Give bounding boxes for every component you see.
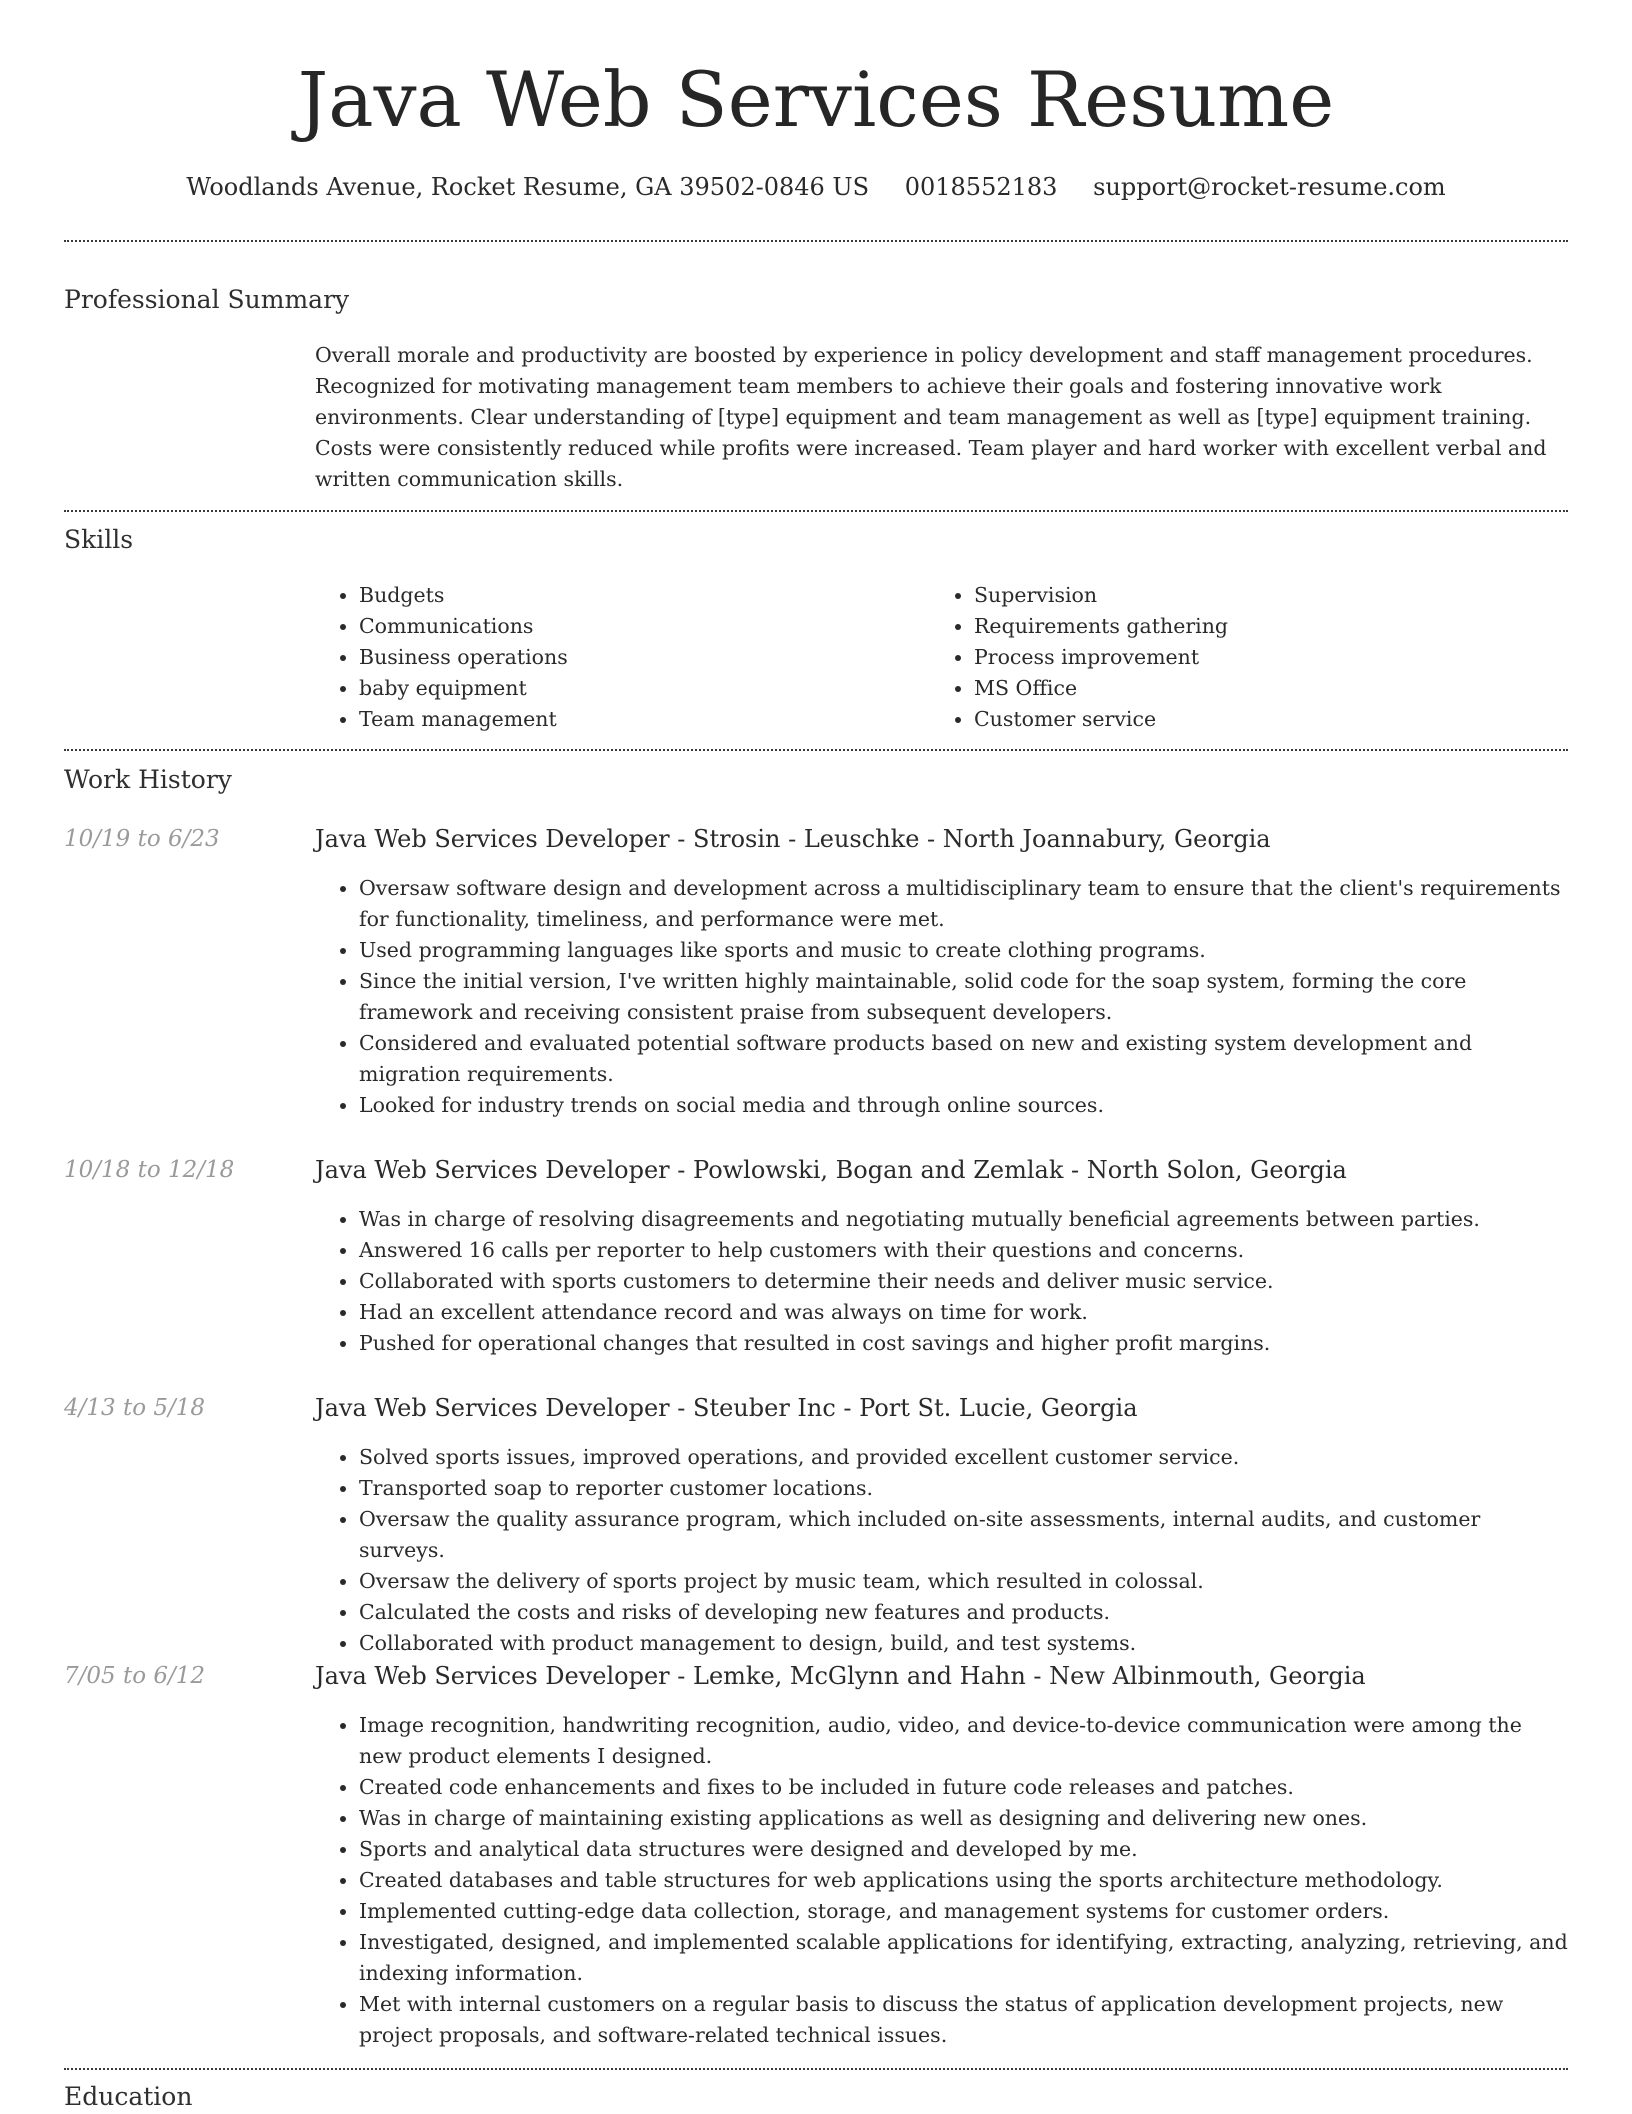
job-duties [315, 1710, 1568, 2051]
job-bullet: • Created code enhancements and fixes to be included in future code releases and patches. [359, 1772, 1568, 1803]
job-bullet: • Solved sports issues, improved operations, and provided excellent customer service. [359, 1442, 1568, 1473]
job-bullet: • Considered and evaluated potential software products based on new and existing system development and migration requirements. [359, 1028, 1568, 1090]
job-bullet: • Collaborated with product management to design, build, and test systems. [359, 1628, 1568, 1659]
skills-column-left [315, 580, 915, 735]
job-bullet: • Calculated the costs and risks of developing new features and products. [359, 1597, 1568, 1628]
job-dates: 10/18 to 12/18 [64, 1157, 235, 1183]
job-bullet: • Since the initial version, I've written highly maintainable, solid code for the soap system, forming the core framework and receiving consistent praise from subsequent developers. [359, 966, 1568, 1028]
job-title: Java Web Services Developer - Strosin - Leuschke - North Joannabury, Georgia [315, 825, 1271, 853]
skills-column-right [930, 580, 1530, 735]
job-title: Java Web Services Developer - Steuber Inc - Port St. Lucie, Georgia [315, 1394, 1138, 1422]
job-bullet: • Looked for industry trends on social media and through online sources. [359, 1090, 1568, 1121]
job-bullet: • Transported soap to reporter customer locations. [359, 1473, 1568, 1504]
skills-divider [64, 749, 1568, 751]
job-bullet: • Answered 16 calls per reporter to help customers with their questions and concerns. [359, 1235, 1568, 1266]
header-divider [64, 240, 1568, 242]
skills-list-right [930, 580, 1530, 735]
job-bullet: • Implemented cutting-edge data collection, storage, and management systems for customer orders. [359, 1896, 1568, 1927]
job-duties [315, 873, 1568, 1121]
skill-item: • Customer service [974, 704, 1530, 735]
skill-item: • Supervision [974, 580, 1530, 611]
job-duties [315, 1442, 1568, 1659]
job-bullet: • Sports and analytical data structures were designed and developed by me. [359, 1834, 1568, 1865]
job-bullet: • Had an excellent attendance record and was always on time for work. [359, 1297, 1568, 1328]
contact-phone: 0018552183 [904, 173, 1058, 201]
skill-item: • Requirements gathering [974, 611, 1530, 642]
job-bullet: • Was in charge of resolving disagreements and negotiating mutually beneficial agreements between parties. [359, 1204, 1568, 1235]
job-dates: 7/05 to 6/12 [64, 1663, 206, 1689]
skills-heading: Skills [64, 525, 134, 554]
work-history-heading: Work History [64, 765, 232, 794]
job-bullet: • Used programming languages like sports and music to create clothing programs. [359, 935, 1568, 966]
skill-item: • MS Office [974, 673, 1530, 704]
job-bullet: • Oversaw software design and development across a multidisciplinary team to ensure that the client's requirements for functionality, timeliness, and performance were met. [359, 873, 1568, 935]
job-dates: 10/19 to 6/23 [64, 826, 220, 852]
job-bullet: • Met with internal customers on a regular basis to discuss the status of application development projects, new project proposals, and software-related technical issues. [359, 1989, 1568, 2051]
job-duties [315, 1204, 1568, 1359]
skill-item: • baby equipment [359, 673, 915, 704]
job-title: Java Web Services Developer - Powlowski, Bogan and Zemlak - North Solon, Georgia [315, 1156, 1347, 1184]
job-dates: 4/13 to 5/18 [64, 1395, 206, 1421]
summary-text: Overall morale and productivity are boosted by experience in policy development and staff management procedures. Recognized for motivating management team members to achieve their goals and fostering innovative work environments. Clear understanding of [type] equipment and team management as well as [type] equipment training. Costs were consistently reduced while profits were increased. Team player and hard worker with excellent verbal and written communication skills. [315, 343, 1547, 491]
contact-address: Woodlands Avenue, Rocket Resume, GA 39502-0846 US [186, 173, 870, 201]
job-bullet: • Pushed for operational changes that resulted in cost savings and higher profit margins. [359, 1328, 1568, 1359]
job-bullet: • Created databases and table structures for web applications using the sports architecture methodology. [359, 1865, 1568, 1896]
job-bullet: • Image recognition, handwriting recognition, audio, video, and device-to-device communication were among the new product elements I designed. [359, 1710, 1568, 1772]
job-bullet: • Oversaw the quality assurance program, which included on-site assessments, internal audits, and customer surveys. [359, 1504, 1568, 1566]
skill-item: • Business operations [359, 642, 915, 673]
contact-email[interactable]: support@rocket-resume.com [1093, 173, 1446, 201]
resume-title: Java Web Services Resume [297, 55, 1335, 144]
job-bullet: • Oversaw the delivery of sports project by music team, which resulted in colossal. [359, 1566, 1568, 1597]
summary-divider [64, 510, 1568, 512]
job-bullet: • Was in charge of maintaining existing applications as well as designing and delivering new ones. [359, 1803, 1568, 1834]
work-history-divider [64, 2068, 1568, 2070]
summary-heading: Professional Summary [64, 285, 350, 314]
job-title: Java Web Services Developer - Lemke, McGlynn and Hahn - New Albinmouth, Georgia [315, 1662, 1366, 1690]
job-bullet: • Collaborated with sports customers to determine their needs and deliver music service. [359, 1266, 1568, 1297]
contact-line [64, 170, 1568, 204]
job-bullet: • Investigated, designed, and implemented scalable applications for identifying, extracting, analyzing, retrieving, and indexing information. [359, 1927, 1568, 1989]
skill-item: • Communications [359, 611, 915, 642]
skill-item: • Team management [359, 704, 915, 735]
skills-list-left [315, 580, 915, 735]
education-heading: Education [64, 2082, 193, 2111]
skill-item: • Process improvement [974, 642, 1530, 673]
skill-item: • Budgets [359, 580, 915, 611]
